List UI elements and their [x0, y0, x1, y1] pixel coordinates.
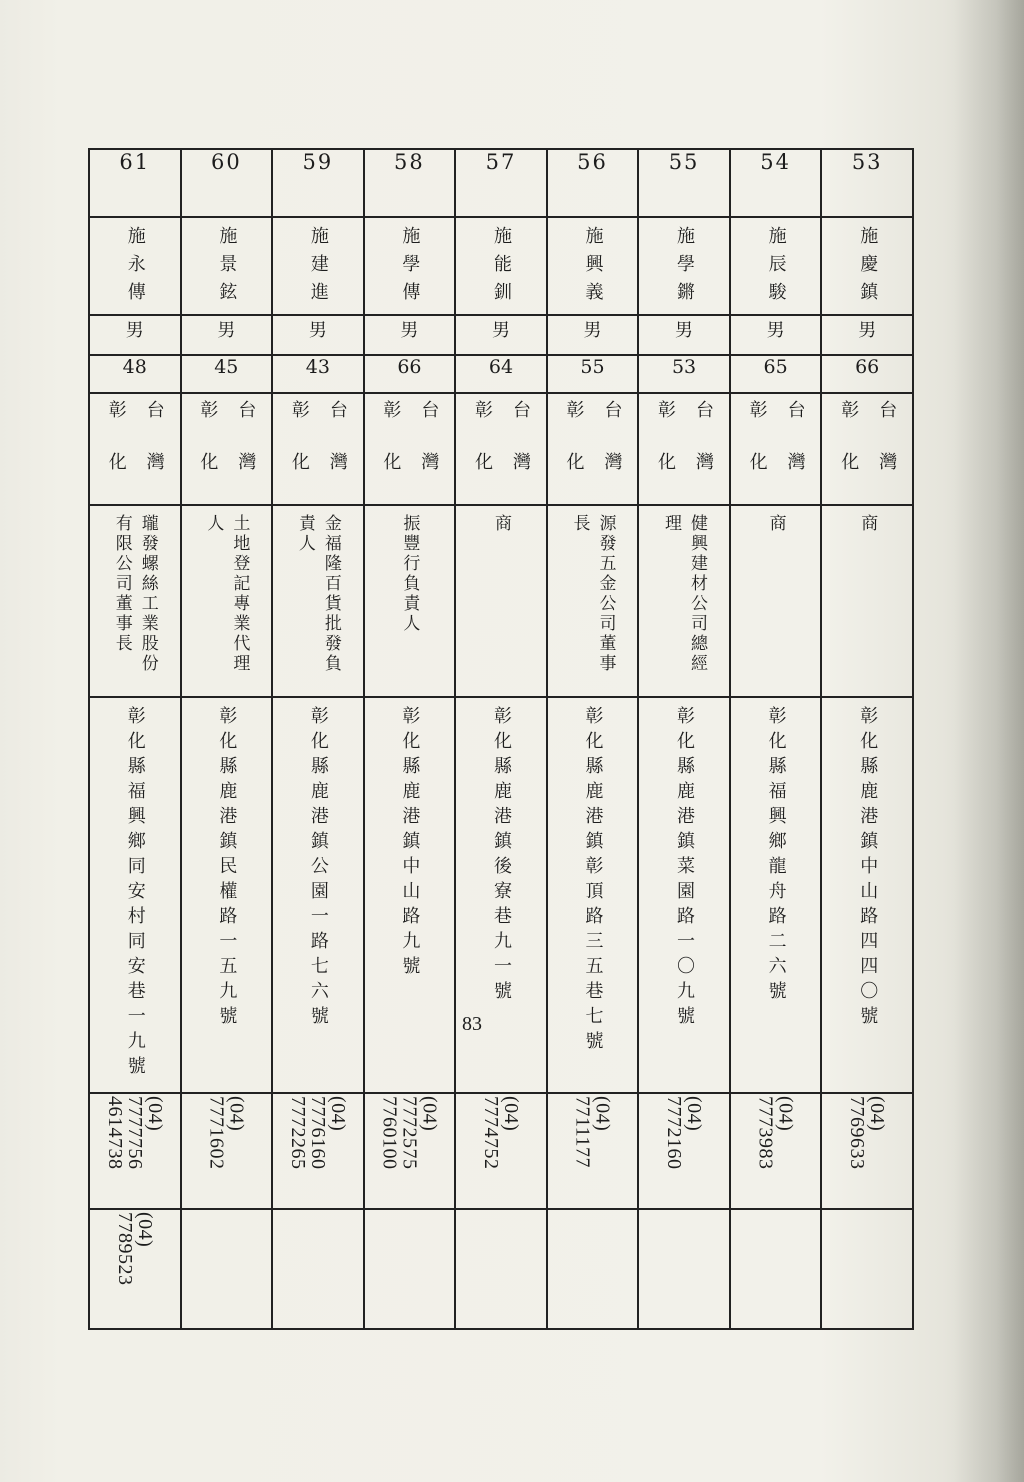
sex-cell: 男 [272, 315, 364, 355]
telephone-text: (04) 7772575 7760100 [378, 1096, 441, 1170]
origin-cell [547, 393, 639, 505]
origin-county: 彰化 [288, 400, 310, 504]
telephone-2-cell [730, 1209, 822, 1329]
origin-county: 彰化 [471, 400, 493, 504]
telephone-2-cell [638, 1209, 730, 1329]
age-cell: 55 [547, 355, 639, 393]
address-text: 彰化縣福興鄉龍舟路二六號 [765, 706, 787, 1006]
telephone-cell [455, 1093, 547, 1209]
name-text: 施學鏘 [674, 226, 696, 310]
address-cell [547, 697, 639, 1093]
age-cell: 53 [638, 355, 730, 393]
origin-county: 彰化 [655, 400, 677, 504]
number-cell: 58 [364, 149, 456, 217]
address-cell [364, 697, 456, 1093]
sex-cell: 男 [364, 315, 456, 355]
origin-cell [638, 393, 730, 505]
origin-country: 台灣 [876, 400, 898, 504]
age-cell: 43 [272, 355, 364, 393]
occupation-text: 商 [765, 514, 786, 534]
origin-cell [364, 393, 456, 505]
telephone-text: (04) 7774752 [479, 1096, 522, 1170]
row-address [89, 697, 913, 1093]
row-occupation [89, 505, 913, 697]
telephone-cell [547, 1093, 639, 1209]
telephone-text: (04) 7777756 4614738 [103, 1096, 166, 1170]
number-cell: 60 [181, 149, 273, 217]
occupation-text: 源發五金公司董事長 [569, 514, 616, 674]
sex-cell: 男 [821, 315, 913, 355]
occupation-cell [638, 505, 730, 697]
origin-county: 彰化 [746, 400, 768, 504]
address-text: 彰化縣福興鄉同安村同安巷一九號 [124, 706, 146, 1081]
origin-country: 台灣 [601, 400, 623, 504]
member-register-table [88, 148, 914, 1330]
telephone-cell [821, 1093, 913, 1209]
name-text: 施永傳 [124, 226, 146, 310]
origin-county: 彰化 [197, 400, 219, 504]
sex-cell: 男 [89, 315, 181, 355]
name-text: 施辰駿 [765, 226, 787, 310]
occupation-cell [181, 505, 273, 697]
sex-cell: 男 [547, 315, 639, 355]
occupation-cell [272, 505, 364, 697]
origin-country: 台灣 [784, 400, 806, 504]
occupation-text: 瓏發螺絲工業股份有限公司董事長 [111, 514, 158, 674]
occupation-cell [89, 505, 181, 697]
occupation-cell [455, 505, 547, 697]
occupation-text: 健興建材公司總經理 [661, 514, 708, 674]
name-cell [89, 217, 181, 315]
name-cell [821, 217, 913, 315]
number-cell: 61 [89, 149, 181, 217]
name-cell [364, 217, 456, 315]
origin-cell [730, 393, 822, 505]
occupation-cell [364, 505, 456, 697]
row-name [89, 217, 913, 315]
telephone-cell [272, 1093, 364, 1209]
telephone-text: (04) 7769633 [846, 1096, 889, 1170]
age-cell: 48 [89, 355, 181, 393]
address-text: 彰化縣鹿港鎮中山路九號 [399, 706, 421, 981]
telephone-2-cell [89, 1209, 181, 1329]
origin-country: 台灣 [693, 400, 715, 504]
address-text: 彰化縣鹿港鎮公園一路七六號 [307, 706, 329, 1031]
address-cell [89, 697, 181, 1093]
occupation-text: 土地登記專業代理人 [203, 514, 250, 674]
occupation-cell [547, 505, 639, 697]
age-cell: 66 [364, 355, 456, 393]
address-cell [272, 697, 364, 1093]
number-cell: 56 [547, 149, 639, 217]
address-cell [638, 697, 730, 1093]
origin-country: 台灣 [418, 400, 440, 504]
telephone-cell [364, 1093, 456, 1209]
telephone-2-cell [364, 1209, 456, 1329]
number-cell: 53 [821, 149, 913, 217]
address-text: 彰化縣鹿港鎮中山路四四〇號 [857, 706, 879, 1031]
occupation-cell [730, 505, 822, 697]
origin-cell [821, 393, 913, 505]
telephone-text: (04) 7776160 7772265 [286, 1096, 349, 1170]
page-number: 83 [462, 1013, 482, 1035]
origin-cell [181, 393, 273, 505]
age-cell: 65 [730, 355, 822, 393]
origin-county: 彰化 [838, 400, 860, 504]
age-cell: 66 [821, 355, 913, 393]
address-text: 彰化縣鹿港鎮彰頂路三五巷七號 [582, 706, 604, 1056]
origin-county: 彰化 [563, 400, 585, 504]
page-spine-shadow [954, 0, 1024, 1482]
telephone-cell [730, 1093, 822, 1209]
age-cell: 45 [181, 355, 273, 393]
number-cell: 55 [638, 149, 730, 217]
name-cell [181, 217, 273, 315]
number-cell: 57 [455, 149, 547, 217]
name-text: 施景鉉 [216, 226, 238, 310]
name-text: 施興義 [582, 226, 604, 310]
name-text: 施慶鎮 [857, 226, 879, 310]
address-cell [730, 697, 822, 1093]
origin-cell [455, 393, 547, 505]
row-age [89, 355, 913, 393]
occupation-cell [821, 505, 913, 697]
origin-country: 台灣 [143, 400, 165, 504]
name-cell [730, 217, 822, 315]
sex-cell: 男 [638, 315, 730, 355]
age-cell: 64 [455, 355, 547, 393]
name-cell [455, 217, 547, 315]
origin-cell [89, 393, 181, 505]
telephone-text: (04) 7773983 [754, 1096, 797, 1170]
row-number [89, 149, 913, 217]
origin-country: 台灣 [235, 400, 257, 504]
name-cell [272, 217, 364, 315]
row-telephone [89, 1093, 913, 1209]
origin-county: 彰化 [105, 400, 127, 504]
address-text: 彰化縣鹿港鎮後寮巷九一號 [490, 706, 512, 1006]
origin-country: 台灣 [509, 400, 531, 504]
sex-cell: 男 [455, 315, 547, 355]
sex-cell: 男 [730, 315, 822, 355]
row-sex [89, 315, 913, 355]
telephone-cell [638, 1093, 730, 1209]
telephone-2-text: (04) 7789523 [113, 1212, 156, 1286]
name-text: 施能釧 [490, 226, 512, 310]
telephone-text: (04) 7711177 [571, 1096, 614, 1169]
occupation-text: 振豐行負責人 [399, 514, 420, 634]
occupation-text: 商 [857, 514, 878, 534]
number-cell: 59 [272, 149, 364, 217]
address-cell [181, 697, 273, 1093]
address-text: 彰化縣鹿港鎮菜園路一〇九號 [674, 706, 696, 1031]
telephone-2-cell [821, 1209, 913, 1329]
telephone-text: (04) 7771602 [205, 1096, 248, 1170]
telephone-2-cell [272, 1209, 364, 1329]
occupation-text: 金福隆百貨批發負責人 [294, 514, 341, 674]
telephone-cell [89, 1093, 181, 1209]
telephone-2-cell [547, 1209, 639, 1329]
name-text: 施建進 [307, 226, 329, 310]
telephone-2-cell [181, 1209, 273, 1329]
telephone-cell [181, 1093, 273, 1209]
row-telephone-2 [89, 1209, 913, 1329]
address-cell [821, 697, 913, 1093]
number-cell: 54 [730, 149, 822, 217]
row-origin [89, 393, 913, 505]
origin-county: 彰化 [380, 400, 402, 504]
name-text: 施學傳 [399, 226, 421, 310]
telephone-2-cell [455, 1209, 547, 1329]
origin-cell [272, 393, 364, 505]
name-cell [638, 217, 730, 315]
origin-country: 台灣 [326, 400, 348, 504]
address-text: 彰化縣鹿港鎮民權路一五九號 [216, 706, 238, 1031]
occupation-text: 商 [490, 514, 511, 534]
telephone-text: (04) 7772160 [663, 1096, 706, 1170]
sex-cell: 男 [181, 315, 273, 355]
name-cell [547, 217, 639, 315]
